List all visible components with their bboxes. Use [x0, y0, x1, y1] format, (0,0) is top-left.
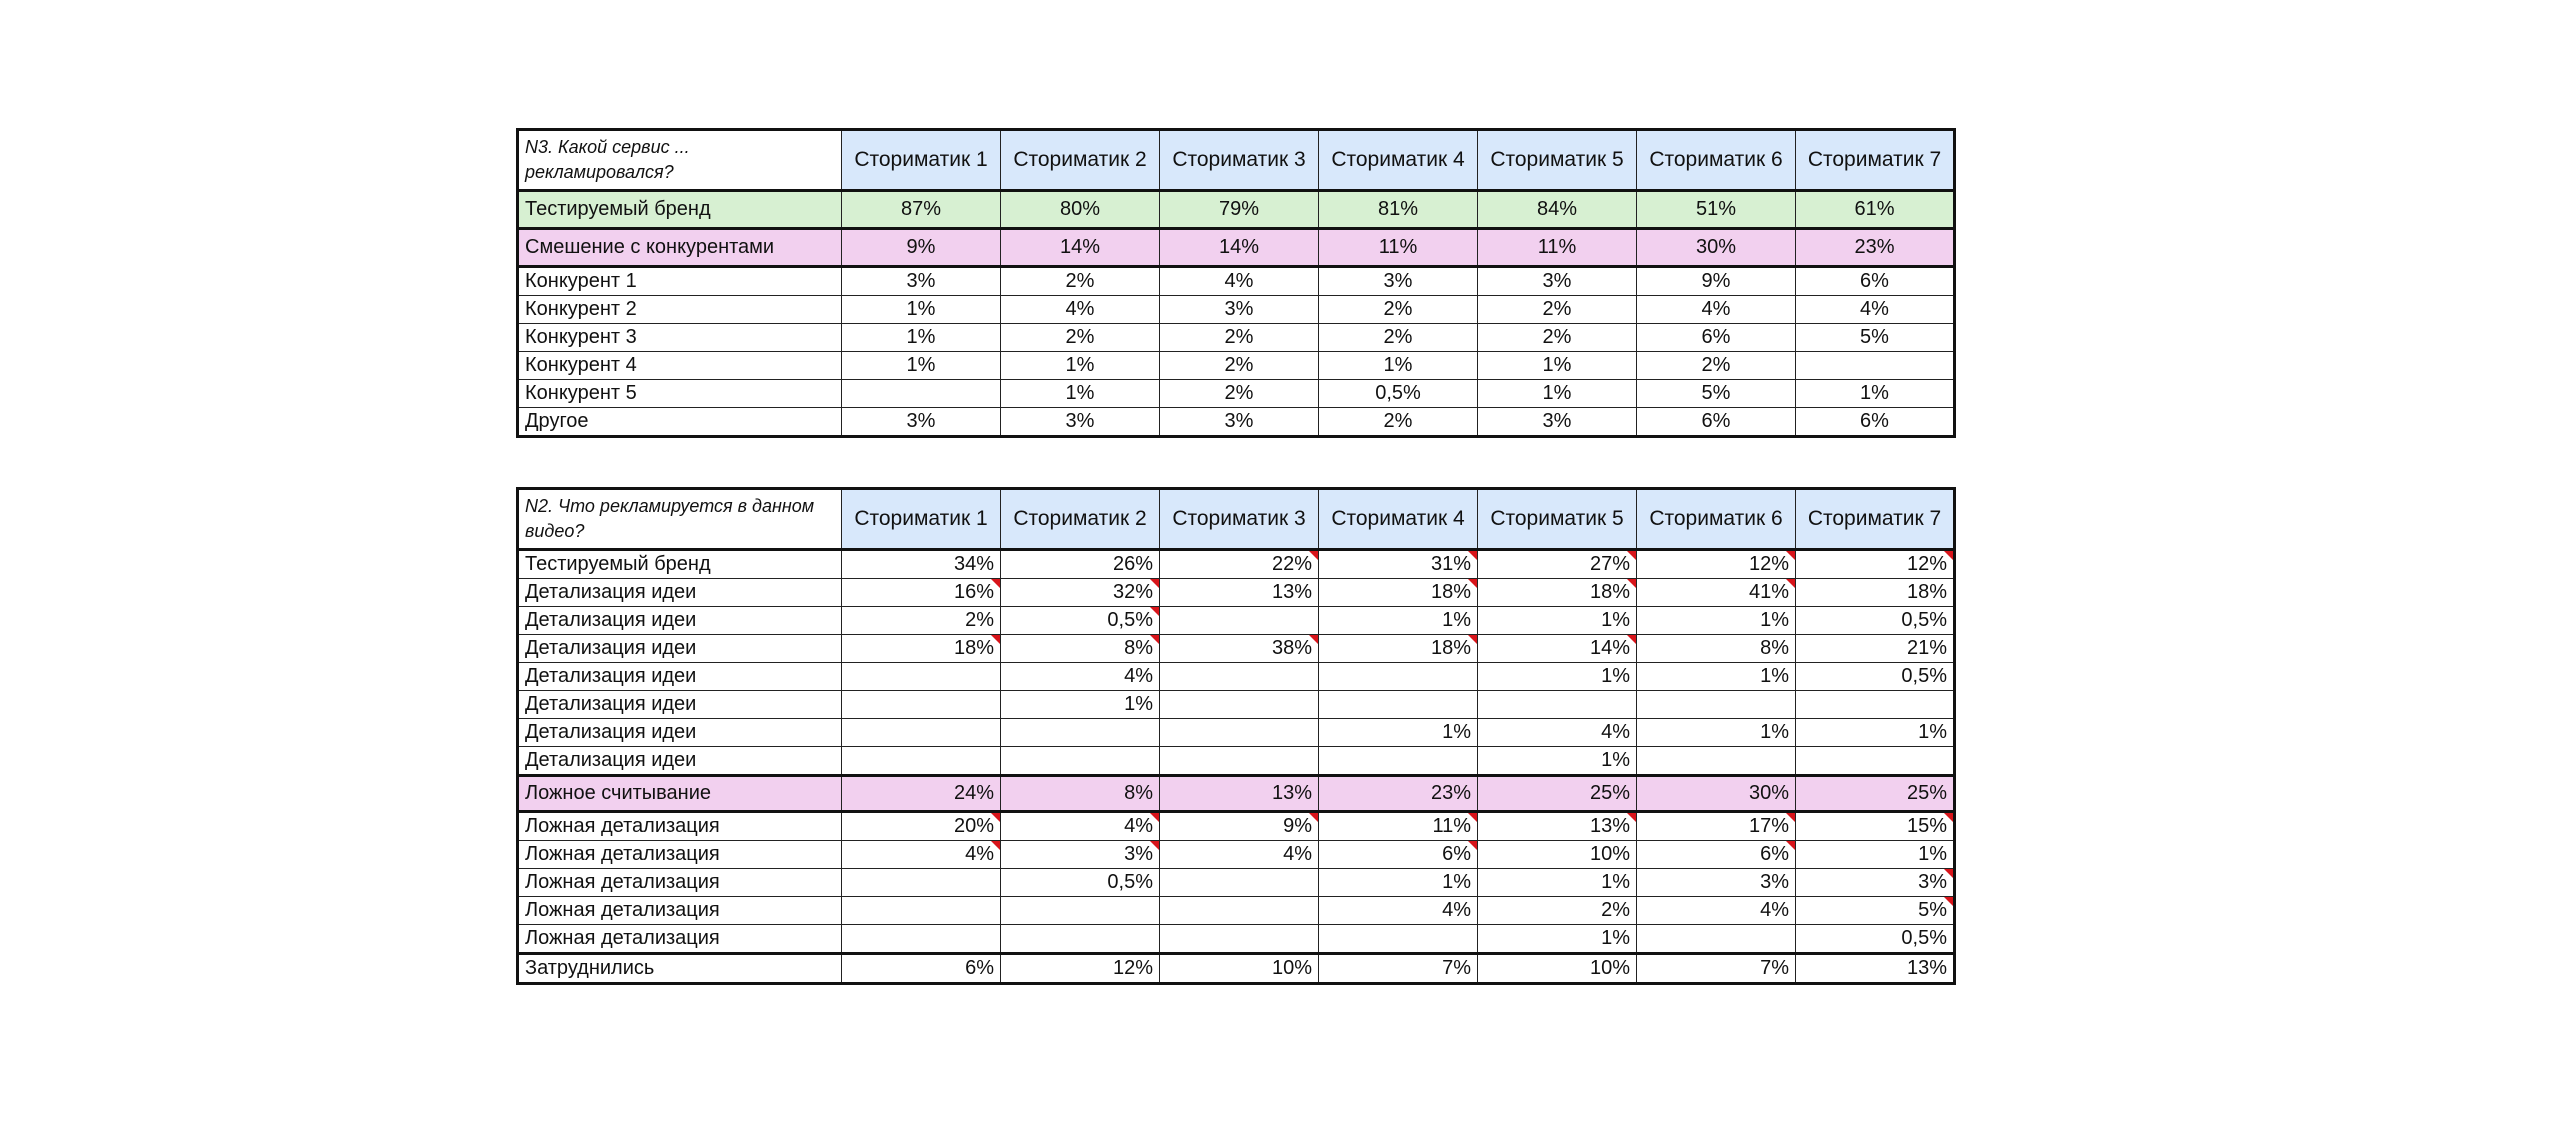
- table-cell-commented: 32%: [1001, 579, 1160, 607]
- table-cell: [1319, 663, 1478, 691]
- table-n3: [516, 128, 1956, 438]
- table-cell-commented: 41%: [1637, 579, 1796, 607]
- table-cell: 1%: [1478, 607, 1637, 635]
- row-label: Смешение с конкурентами: [518, 229, 842, 267]
- column-header: Сториматик 1: [842, 130, 1001, 191]
- table-cell-commented: 38%: [1160, 635, 1319, 663]
- table-cell: 51%: [1637, 191, 1796, 229]
- table-cell-commented: 18%: [1478, 579, 1637, 607]
- column-header: Сториматик 1: [842, 489, 1001, 550]
- table-cell-commented: 20%: [842, 812, 1001, 841]
- table-cell: 8%: [1637, 635, 1796, 663]
- table-cell: 2%: [1319, 324, 1478, 352]
- table-cell: 3%: [1637, 869, 1796, 897]
- row-label: Конкурент 5: [518, 380, 842, 408]
- table-cell: 3%: [1319, 267, 1478, 296]
- column-header: Сториматик 5: [1478, 130, 1637, 191]
- table-cell: 25%: [1478, 776, 1637, 812]
- column-header: Сториматик 3: [1160, 489, 1319, 550]
- table-row: [518, 229, 1955, 267]
- table-cell: 23%: [1319, 776, 1478, 812]
- table-cell: [1319, 691, 1478, 719]
- table-cell: 1%: [842, 296, 1001, 324]
- table-row: [518, 812, 1955, 841]
- table-cell: [842, 747, 1001, 776]
- table-cell: 1%: [1796, 719, 1955, 747]
- table-cell: 1%: [1478, 352, 1637, 380]
- table-cell: 2%: [1637, 352, 1796, 380]
- table-cell: 12%: [1001, 954, 1160, 984]
- row-label: Детализация идеи: [518, 663, 842, 691]
- column-header: Сториматик 4: [1319, 489, 1478, 550]
- table-cell: 1%: [1319, 352, 1478, 380]
- table-cell: [842, 380, 1001, 408]
- row-label: Ложная детализация: [518, 841, 842, 869]
- table-row: [518, 324, 1955, 352]
- table-cell: 30%: [1637, 229, 1796, 267]
- table-cell: 4%: [1319, 897, 1478, 925]
- table-cell: 0,5%: [1796, 607, 1955, 635]
- table-cell: 21%: [1796, 635, 1955, 663]
- table-cell: 80%: [1001, 191, 1160, 229]
- table-cell: [1796, 691, 1955, 719]
- table-row: [518, 719, 1955, 747]
- table-cell: 8%: [1001, 776, 1160, 812]
- table-cell-commented: 31%: [1319, 550, 1478, 579]
- table-cell: 1%: [1796, 380, 1955, 408]
- table-cell: [842, 925, 1001, 954]
- table-cell-commented: 15%: [1796, 812, 1955, 841]
- table-cell-commented: 11%: [1319, 812, 1478, 841]
- table-cell: 18%: [1796, 579, 1955, 607]
- table-cell: 1%: [1001, 352, 1160, 380]
- table-cell: 2%: [1319, 408, 1478, 437]
- table-cell: 1%: [1319, 607, 1478, 635]
- table-cell: [842, 869, 1001, 897]
- table-row: [518, 550, 1955, 579]
- table-cell: 79%: [1160, 191, 1319, 229]
- table-cell: 1%: [1319, 719, 1478, 747]
- table-cell: 1%: [1637, 663, 1796, 691]
- table-cell: 4%: [1637, 296, 1796, 324]
- column-header: Сториматик 2: [1001, 130, 1160, 191]
- table-cell: 87%: [842, 191, 1001, 229]
- table-cell: 10%: [1478, 841, 1637, 869]
- table-row: [518, 380, 1955, 408]
- table-cell: 4%: [1796, 296, 1955, 324]
- table-cell: 25%: [1796, 776, 1955, 812]
- table-cell: 5%: [1637, 380, 1796, 408]
- row-label: Другое: [518, 408, 842, 437]
- row-label: Детализация идеи: [518, 635, 842, 663]
- table-cell: [1001, 719, 1160, 747]
- table-cell: 3%: [1160, 296, 1319, 324]
- table-cell: 6%: [1796, 408, 1955, 437]
- row-label: Тестируемый бренд: [518, 550, 842, 579]
- table-cell: [842, 691, 1001, 719]
- table-cell: 2%: [1160, 380, 1319, 408]
- column-header: Сториматик 7: [1796, 489, 1955, 550]
- table-cell: 0,5%: [1319, 380, 1478, 408]
- table-cell: 13%: [1160, 776, 1319, 812]
- row-label: Затруднились: [518, 954, 842, 984]
- table-cell: [1001, 897, 1160, 925]
- table-cell: 14%: [1160, 229, 1319, 267]
- table-cell: 6%: [1637, 408, 1796, 437]
- row-label: Конкурент 2: [518, 296, 842, 324]
- table-cell-commented: 17%: [1637, 812, 1796, 841]
- table-cell: [1637, 691, 1796, 719]
- table-cell: [1796, 747, 1955, 776]
- header-row: [518, 489, 1955, 550]
- table-cell-commented: 22%: [1160, 550, 1319, 579]
- row-label: Тестируемый бренд: [518, 191, 842, 229]
- table-cell-commented: 18%: [1319, 635, 1478, 663]
- row-label: Конкурент 3: [518, 324, 842, 352]
- column-header: Сториматик 7: [1796, 130, 1955, 191]
- table-cell: 2%: [1478, 324, 1637, 352]
- table-cell: 84%: [1478, 191, 1637, 229]
- table-cell: 2%: [1319, 296, 1478, 324]
- column-header: Сториматик 2: [1001, 489, 1160, 550]
- table-cell: 6%: [842, 954, 1001, 984]
- table-cell-commented: 18%: [842, 635, 1001, 663]
- table-cell-commented: 12%: [1796, 550, 1955, 579]
- table-row: [518, 191, 1955, 229]
- table-cell: [1319, 747, 1478, 776]
- header-row: [518, 130, 1955, 191]
- table-cell: [842, 663, 1001, 691]
- table-cell: [842, 897, 1001, 925]
- table-cell: 2%: [1160, 352, 1319, 380]
- table-cell: 1%: [1001, 380, 1160, 408]
- table-cell-commented: 5%: [1796, 897, 1955, 925]
- table-cell: 9%: [842, 229, 1001, 267]
- table-cell: 2%: [1160, 324, 1319, 352]
- table-cell-commented: 16%: [842, 579, 1001, 607]
- row-label: Ложная детализация: [518, 869, 842, 897]
- table-cell: [1637, 747, 1796, 776]
- table-cell: [1637, 925, 1796, 954]
- table-cell: 3%: [1478, 267, 1637, 296]
- table-cell: 23%: [1796, 229, 1955, 267]
- table-row: [518, 635, 1955, 663]
- column-header: Сториматик 3: [1160, 130, 1319, 191]
- table-cell: [842, 719, 1001, 747]
- table-cell: [1001, 747, 1160, 776]
- table-cell: [1478, 691, 1637, 719]
- row-label: Ложная детализация: [518, 812, 842, 841]
- table-cell: [1160, 607, 1319, 635]
- row-label: Ложная детализация: [518, 925, 842, 954]
- table-cell: 2%: [1001, 324, 1160, 352]
- row-label: Детализация идеи: [518, 607, 842, 635]
- table-cell: 4%: [1001, 296, 1160, 324]
- table-cell: 34%: [842, 550, 1001, 579]
- column-header: Сториматик 4: [1319, 130, 1478, 191]
- table-row: [518, 352, 1955, 380]
- table-row: [518, 267, 1955, 296]
- table-cell-commented: 18%: [1319, 579, 1478, 607]
- table-row: [518, 663, 1955, 691]
- table-cell-commented: 6%: [1637, 841, 1796, 869]
- table-cell: 0,5%: [1796, 925, 1955, 954]
- table-cell: 1%: [1478, 380, 1637, 408]
- table-row: [518, 747, 1955, 776]
- table-cell-commented: 4%: [1001, 812, 1160, 841]
- row-label: Конкурент 1: [518, 267, 842, 296]
- table-row: [518, 691, 1955, 719]
- table-cell: [1319, 925, 1478, 954]
- table-cell: 3%: [1001, 408, 1160, 437]
- table-cell: 11%: [1319, 229, 1478, 267]
- table-cell: [1160, 691, 1319, 719]
- table-cell: 3%: [1160, 408, 1319, 437]
- table-cell: 30%: [1637, 776, 1796, 812]
- table-cell: 4%: [1160, 267, 1319, 296]
- table-cell: 81%: [1319, 191, 1478, 229]
- table-cell: 13%: [1160, 579, 1319, 607]
- table-cell-commented: 8%: [1001, 635, 1160, 663]
- table-cell: 0,5%: [1001, 869, 1160, 897]
- table-cell: 1%: [1478, 869, 1637, 897]
- table-cell: [1160, 925, 1319, 954]
- table-row: [518, 954, 1955, 984]
- table-row: [518, 776, 1955, 812]
- table-cell: 3%: [1478, 408, 1637, 437]
- table-row: [518, 841, 1955, 869]
- table-cell: 2%: [1001, 267, 1160, 296]
- table-cell: 1%: [1637, 607, 1796, 635]
- table-cell-commented: 3%: [1001, 841, 1160, 869]
- table-cell: 1%: [1796, 841, 1955, 869]
- table-row: [518, 607, 1955, 635]
- table-cell: 10%: [1160, 954, 1319, 984]
- question-cell: N3. Какой сервис ... рекламировался?: [518, 130, 842, 191]
- table-cell: 7%: [1637, 954, 1796, 984]
- row-label: Детализация идеи: [518, 579, 842, 607]
- table-cell: 6%: [1796, 267, 1955, 296]
- table-cell: 3%: [842, 267, 1001, 296]
- table-cell: 4%: [1160, 841, 1319, 869]
- table-cell: [1160, 719, 1319, 747]
- table-cell-commented: 27%: [1478, 550, 1637, 579]
- column-header: Сториматик 5: [1478, 489, 1637, 550]
- table-cell: 6%: [1637, 324, 1796, 352]
- row-label: Ложное считывание: [518, 776, 842, 812]
- table-cell: 11%: [1478, 229, 1637, 267]
- table-cell: 1%: [1478, 663, 1637, 691]
- table-cell: 24%: [842, 776, 1001, 812]
- table-row: [518, 925, 1955, 954]
- question-cell: N2. Что рекламируется в данном видео?: [518, 489, 842, 550]
- table-cell: 61%: [1796, 191, 1955, 229]
- table-cell: 2%: [1478, 296, 1637, 324]
- row-label: Детализация идеи: [518, 747, 842, 776]
- table-row: [518, 296, 1955, 324]
- table-cell-commented: 3%: [1796, 869, 1955, 897]
- table-cell: 14%: [1001, 229, 1160, 267]
- table-cell-commented: 6%: [1319, 841, 1478, 869]
- table-cell-commented: 12%: [1637, 550, 1796, 579]
- table-row: [518, 579, 1955, 607]
- table-cell: 1%: [842, 352, 1001, 380]
- table-cell: 1%: [1001, 691, 1160, 719]
- row-label: Ложная детализация: [518, 897, 842, 925]
- table-cell: [1160, 897, 1319, 925]
- table-cell: [1001, 925, 1160, 954]
- table-row: [518, 869, 1955, 897]
- row-label: Конкурент 4: [518, 352, 842, 380]
- table-row: [518, 408, 1955, 437]
- table-cell: 4%: [1637, 897, 1796, 925]
- table-cell-commented: 14%: [1478, 635, 1637, 663]
- table-cell-commented: 0,5%: [1001, 607, 1160, 635]
- table-cell: 2%: [842, 607, 1001, 635]
- table-cell-commented: 4%: [842, 841, 1001, 869]
- column-header: Сториматик 6: [1637, 489, 1796, 550]
- table-cell: 3%: [842, 408, 1001, 437]
- table-cell: [1160, 747, 1319, 776]
- table-n2: [516, 487, 1956, 985]
- table-cell: 10%: [1478, 954, 1637, 984]
- table-cell: 1%: [842, 324, 1001, 352]
- table-cell: 9%: [1637, 267, 1796, 296]
- column-header: Сториматик 6: [1637, 130, 1796, 191]
- table-cell: 1%: [1637, 719, 1796, 747]
- row-label: Детализация идеи: [518, 719, 842, 747]
- table-cell: 1%: [1478, 747, 1637, 776]
- table-cell: [1160, 663, 1319, 691]
- table-cell: [1796, 352, 1955, 380]
- table-cell: 4%: [1001, 663, 1160, 691]
- table-cell: 2%: [1478, 897, 1637, 925]
- table-cell-commented: 13%: [1478, 812, 1637, 841]
- row-label: Детализация идеи: [518, 691, 842, 719]
- table-row: [518, 897, 1955, 925]
- table-cell-commented: 9%: [1160, 812, 1319, 841]
- table-cell: 0,5%: [1796, 663, 1955, 691]
- table-cell: [1160, 869, 1319, 897]
- table-cell: 13%: [1796, 954, 1955, 984]
- table-cell: 26%: [1001, 550, 1160, 579]
- table-cell: 1%: [1478, 925, 1637, 954]
- table-cell: 4%: [1478, 719, 1637, 747]
- table-cell: 7%: [1319, 954, 1478, 984]
- table-cell: 1%: [1319, 869, 1478, 897]
- table-cell: 5%: [1796, 324, 1955, 352]
